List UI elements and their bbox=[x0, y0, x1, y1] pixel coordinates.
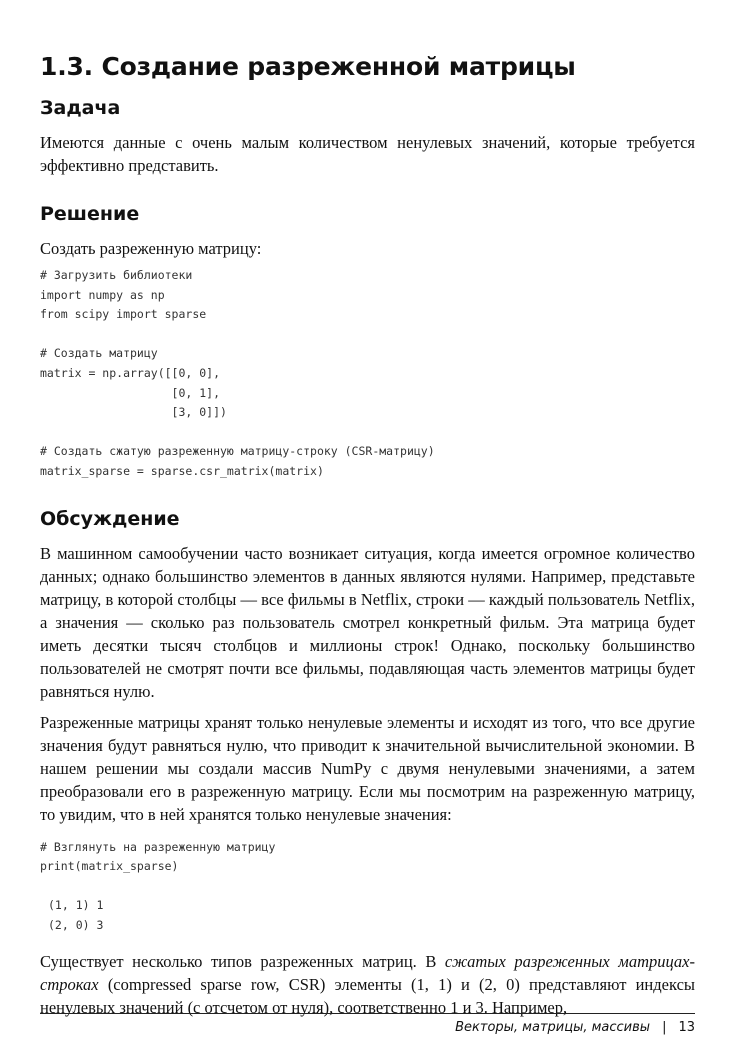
footer-separator: | bbox=[662, 1020, 667, 1035]
page-footer bbox=[40, 1013, 695, 1035]
discussion-heading: Обсуждение bbox=[40, 507, 180, 530]
code-listing bbox=[40, 266, 695, 482]
task-text: Имеются данные с очень малым количеством ненулевых значений, которые требуется эффективно представить. bbox=[40, 133, 695, 175]
page-content bbox=[40, 52, 695, 1027]
code-output: (1, 1) 1 (2, 0) 3 bbox=[48, 898, 104, 932]
paragraph-3-end: (compressed sparse row, CSR) элементы (1, 1) и (2, 0) представляют индексы ненулевых значений (с отсчетом от нуля), соответственно 1 и 3. Например, bbox=[40, 974, 695, 1017]
task-heading: Задача bbox=[40, 97, 121, 119]
code-block-create-csr: # Создать сжатую разреженную матрицу-строку (CSR-матрицу) matrix_sparse = sparse.csr_matrix(matrix) bbox=[40, 444, 435, 478]
solution-intro: Создать разреженную матрицу: bbox=[40, 239, 262, 258]
code-block-print: # Взглянуть на разреженную матрицу print(matrix_sparse) bbox=[40, 839, 276, 874]
csr-term: сжатых разреженных матрицах-строках bbox=[40, 951, 696, 994]
discussion-paragraph-3 bbox=[40, 950, 695, 1019]
section-title: 1.3. Создание разреженной матрицы bbox=[40, 52, 576, 81]
discussion-paragraph-2: Разреженные матрицы хранят только ненулевые элементы и исходят из того, что все другие значения будут равняться нулю, что приводит к значительной вычислительной экономии. В нашем решении мы создали массив NumPy с двумя ненулевыми значениями, а затем преобразовали его в разреженную матрицу. Если мы посмотрим на разреженную матрицу, то увидим, что в ней хранятся только ненулевые значения: bbox=[40, 712, 695, 824]
discussion-paragraph-1: В машинном самообучении часто возникает ситуация, когда имеется огромное количество данных; однако большинство элементов в данных являются нулями. Например, представьте матрицу, в которой столбцы — все фильмы в Netflix, строки — каждый пользователь Netflix, а значения — сколько раз пользователь смотрел конкретный фильм. Эта матрица будет иметь десятки тысяч столбцов и миллионы строк! Однако, поскольку большинство пользователей не смотрят почти все фильмы, подавляющая часть элементов матрицы будет равняться нулю. bbox=[40, 543, 695, 701]
solution-heading: Решение bbox=[40, 203, 140, 225]
code-block-imports: # Загрузить библиотеки import numpy as np from scipy import sparse bbox=[40, 268, 207, 322]
footer-chapter-title: Векторы, матрицы, массивы bbox=[455, 1020, 651, 1035]
code-block-create-matrix: # Создать матрицу matrix = np.array([[0, 0], [0, 1], [3, 0]]) bbox=[40, 346, 227, 420]
paragraph-3-start: Существует несколько типов разреженных матриц. В bbox=[40, 951, 445, 971]
page-number: 13 bbox=[678, 1020, 695, 1035]
footer-text bbox=[455, 1020, 695, 1035]
code-listing-view bbox=[40, 838, 695, 936]
